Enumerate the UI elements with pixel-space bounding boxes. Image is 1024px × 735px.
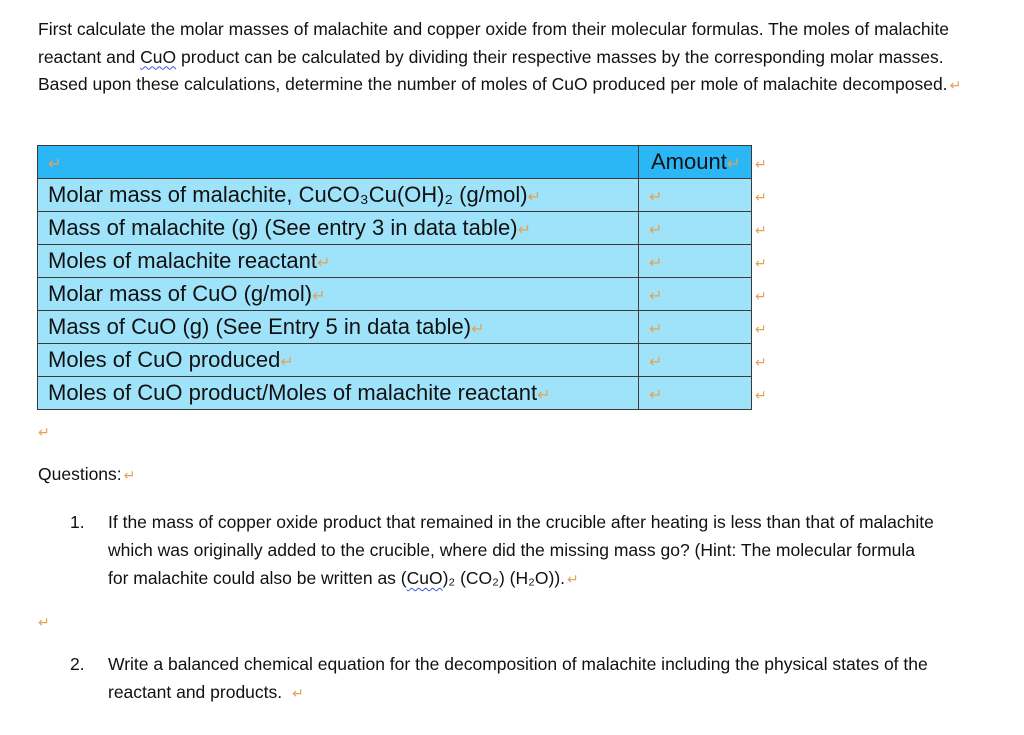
paragraph-mark-icon: ↵ (38, 424, 50, 440)
cell-mark-icon: ↵ (280, 354, 294, 371)
spellcheck-word: CuO (140, 46, 177, 67)
question-number: 2. (70, 654, 85, 674)
cell-mark-icon: ↵ (649, 222, 663, 239)
amount-cell[interactable] (639, 344, 752, 377)
row-end-mark-icon: ↵ (755, 387, 767, 403)
row-label-cell[interactable]: Mass of CuO (g) (See Entry 5 in data table)↵ (38, 311, 639, 344)
row-end-mark-icon: ↵ (755, 222, 767, 238)
cell-mark-icon: ↵ (649, 189, 663, 206)
question-2 (70, 650, 940, 707)
question-text: Write a balanced chemical equation for the decomposition of malachite including the physical states of the reactant and products. ↵ (108, 654, 928, 702)
row-label-cell[interactable]: Molar mass of CuO (g/mol)↵ (38, 278, 639, 311)
paragraph-mark-icon: ↵ (292, 685, 304, 701)
cell-mark-icon: ↵ (649, 255, 663, 272)
amount-cell[interactable] (639, 278, 752, 311)
table-row (38, 278, 765, 311)
cell-mark-icon: ↵ (471, 321, 485, 338)
table-row (38, 377, 765, 410)
row-label-cell[interactable]: Mass of malachite (g) (See entry 3 in data table)↵ (38, 212, 639, 245)
row-end-mark-icon: ↵ (755, 189, 767, 205)
paragraph-mark-icon: ↵ (949, 77, 962, 93)
row-label-cell[interactable]: Moles of CuO product/Moles of malachite reactant↵ (38, 377, 639, 410)
table-row (38, 212, 765, 245)
row-end-mark-icon: ↵ (755, 354, 767, 370)
table-row (38, 245, 765, 278)
table-header-row (38, 146, 765, 179)
amount-cell[interactable] (639, 377, 752, 410)
question-text: If the mass of copper oxide product that remained in the crucible after heating is less than that of malachite which was originally added to the crucible, where did the missing mass go? (Hint: The molecular formula for malachite could also be written as (CuO)₂ (CO₂) (H₂O)). ↵ (108, 512, 934, 588)
row-end-mark-icon: ↵ (755, 156, 767, 172)
row-label-cell[interactable]: Moles of malachite reactant↵ (38, 245, 639, 278)
header-label-cell[interactable] (38, 146, 639, 179)
amount-cell[interactable] (639, 179, 752, 212)
cell-mark-icon: ↵ (649, 354, 663, 371)
cell-mark-icon: ↵ (649, 321, 663, 338)
row-end-mark-icon: ↵ (755, 255, 767, 271)
cell-mark-icon: ↵ (317, 255, 331, 272)
cell-mark-icon: ↵ (649, 387, 663, 404)
amount-cell[interactable] (639, 245, 752, 278)
row-label-cell[interactable]: Molar mass of malachite, CuCO₃Cu(OH)₂ (g/mol)↵ (38, 179, 639, 212)
cell-mark-icon: ↵ (537, 387, 551, 404)
row-end-mark-icon: ↵ (755, 288, 767, 304)
row-end-mark-icon: ↵ (755, 321, 767, 337)
row-label-cell[interactable]: Moles of CuO produced↵ (38, 344, 639, 377)
table-row (38, 344, 765, 377)
question-number: 1. (70, 512, 85, 532)
amount-cell[interactable] (639, 311, 752, 344)
calculations-table (37, 145, 765, 410)
cell-mark-icon: ↵ (312, 288, 326, 305)
amount-cell[interactable] (639, 212, 752, 245)
questions-heading: Questions: ↵ (38, 464, 136, 484)
cell-mark-icon: ↵ (726, 156, 741, 173)
paragraph-mark-icon: ↵ (123, 467, 136, 483)
question-1 (70, 508, 940, 593)
paragraph-mark-icon: ↵ (567, 571, 579, 587)
cell-mark-icon: ↵ (527, 189, 542, 206)
table-row (38, 179, 765, 212)
cell-mark-icon: ↵ (48, 156, 62, 173)
table-row (38, 311, 765, 344)
cell-mark-icon: ↵ (517, 222, 531, 239)
paragraph-mark-icon: ↵ (38, 614, 50, 630)
cell-mark-icon: ↵ (649, 288, 663, 305)
instructions-paragraph: First calculate the molar masses of malachite and copper oxide from their molecular formulas. The moles of malachite reactant and CuO product can be calculated by dividing their respective masses by the corresponding molar masses. Based upon these calculations, determine the number of moles of CuO produced per mole of malachite decomposed. ↵ (38, 19, 962, 94)
spellcheck-word: CuO (406, 568, 443, 588)
amount-header-cell[interactable]: Amount↵ (639, 146, 752, 179)
